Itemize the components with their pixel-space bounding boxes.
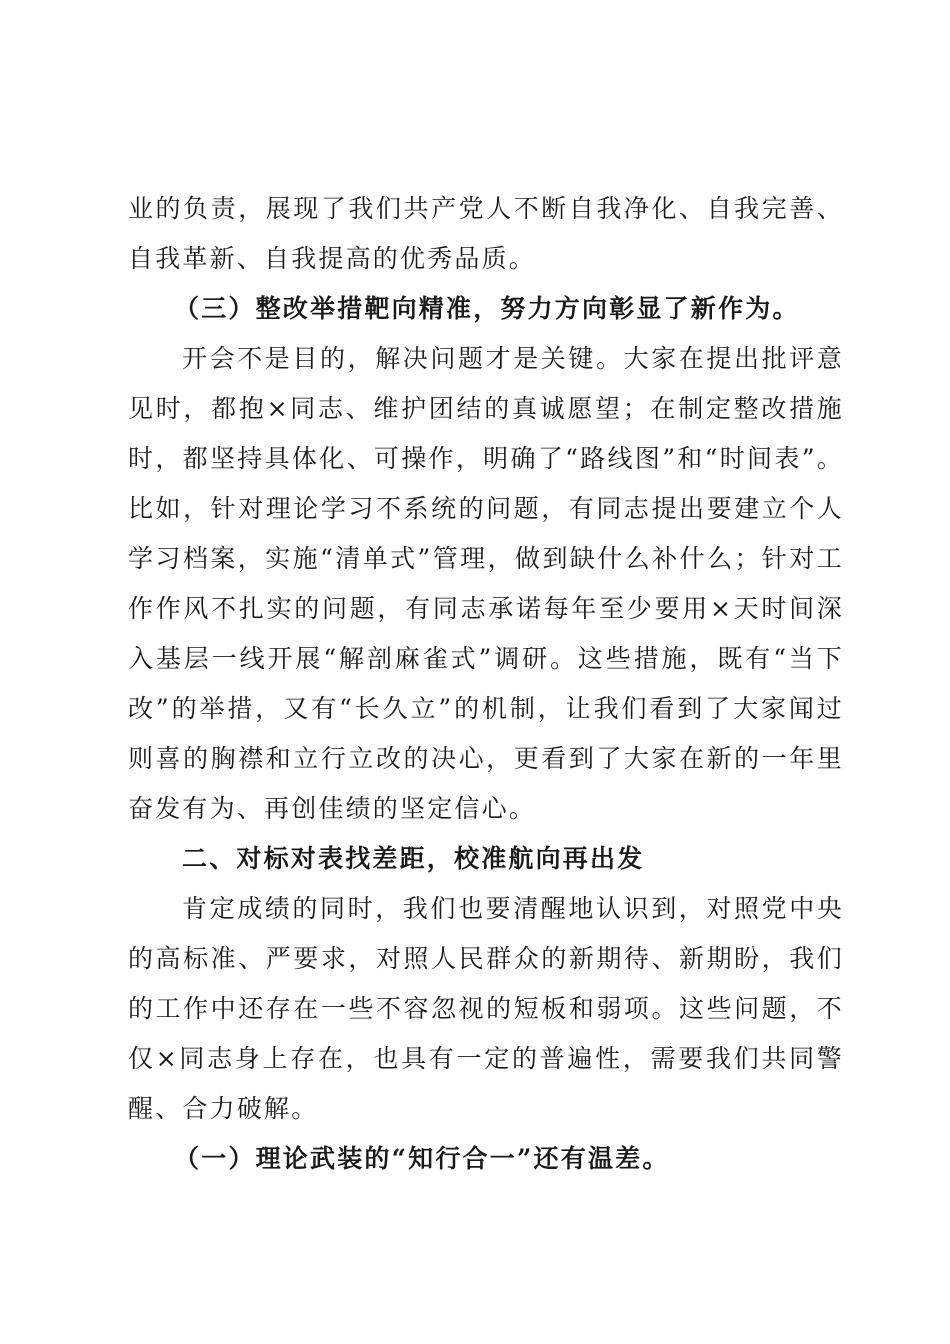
subheading-three: （三）整改举措靶向精准，努力方向彰显了新作为。	[174, 294, 800, 323]
subheading-one: （一）理论武装的“知行合一”还有温差。	[174, 1144, 670, 1173]
section-heading-two: 二、对标对表找差距，校准航向再出发	[182, 844, 645, 873]
document-body	[128, 184, 844, 1184]
paragraph-body: 肯定成绩的同时，我们也要清醒地认识到，对照党中央的高标准、严要求，对照人民群众的新期待、新期盼，我们的工作中还存在一些不容忽视的短板和弱项。这些问题，不仅×同志身上存在，也具有一定的普遍性，需要我们共同警醒、合力破解。	[128, 894, 844, 1123]
paragraph-continuation: 业的负责，展现了我们共产党人不断自我净化、自我完善、自我革新、自我提高的优秀品质。	[128, 194, 844, 273]
paragraph-body: 开会不是目的，解决问题才是关键。大家在提出批评意见时，都抱×同志、维护团结的真诚愿望；在制定整改措施时，都坚持具体化、可操作，明确了“路线图”和“时间表”。比如，针对理论学习不系统的问题，有同志提出要建立个人学习档案，实施“清单式”管理，做到缺什么补什么；针对工作作风不扎实的问题，有同志承诺每年至少要用×天时间深入基层一线开展“解剖麻雀式”调研。这些措施，既有“当下改”的举措，又有“长久立”的机制，让我们看到了大家闻过则喜的胸襟和立行立改的决心，更看到了大家在新的一年里奋发有为、再创佳绩的坚定信心。	[128, 344, 844, 823]
